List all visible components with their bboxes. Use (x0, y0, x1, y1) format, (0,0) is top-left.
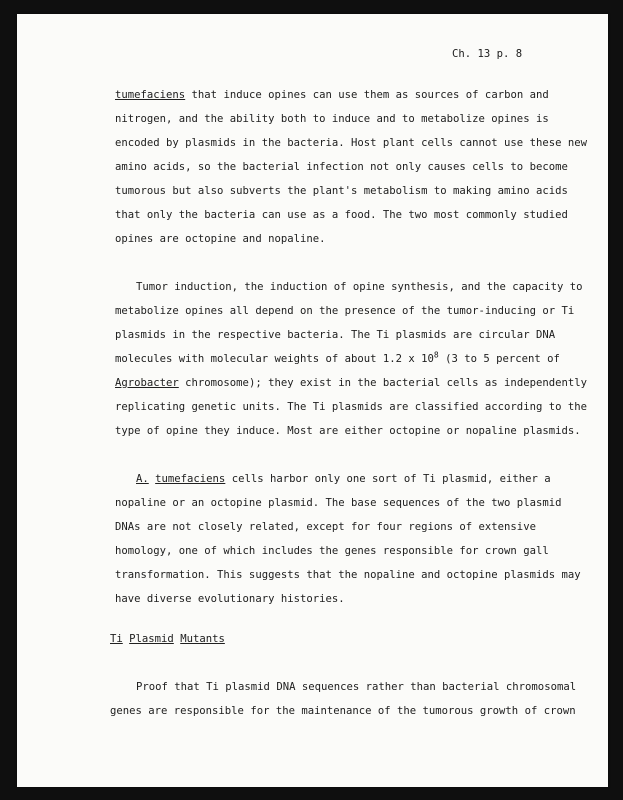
para4-line-1: Proof that Ti plasmid DNA sequences rather than bacterial chromosomal (136, 681, 577, 693)
species-term-epithet: tumefaciens (155, 473, 226, 485)
para2-line-5: Agrobacter chromosome); they exist in the bacterial cells as independently (115, 377, 587, 389)
para3-line-6: have diverse evolutionary histories. (115, 593, 345, 605)
para3-line-1: A. tumefaciens cells harbor only one sort of Ti plasmid, either a (136, 473, 551, 485)
para2-line-1: Tumor induction, the induction of opine synthesis, and the capacity to (136, 281, 583, 293)
para2-line-3: plasmids in the respective bacteria. The Ti plasmids are circular DNA (115, 329, 556, 341)
para1-line-7: opines are octopine and nopaline. (115, 233, 326, 245)
para3-line-5: transformation. This suggests that the nopaline and octopine plasmids may (115, 569, 581, 581)
genus-term: Agrobacter (115, 377, 179, 389)
para1-line-5: tumorous but also subverts the plant's metabolism to making amino acids (115, 185, 568, 197)
para1-line-4: amino acids, so the bacterial infection not only causes cells to become (115, 161, 568, 173)
para1-line-6: that only the bacteria can use as a food. The two most commonly studied (115, 209, 568, 221)
para1-line-1: tumefaciens that induce opines can use them as sources of carbon and (115, 89, 549, 101)
para2-line-4: molecules with molecular weights of about 1.2 x $10^8$ (3 to 5 percent of (115, 350, 560, 365)
para4-line-2: genes are responsible for the maintenance of the tumorous growth of crown (110, 705, 576, 717)
exponent: 8 (433, 350, 439, 360)
page-number-header: Ch. 13 p. 8 (452, 48, 523, 60)
para1-line-3: encoded by plasmids in the bacteria. Host plant cells cannot use these new (115, 137, 587, 149)
species-term-genus: A. (136, 473, 149, 485)
section-heading: Ti Plasmid Mutants (110, 633, 225, 645)
species-term: tumefaciens (115, 89, 186, 101)
para3-line-4: homology, one of which includes the genes responsible for crown gall (115, 545, 549, 557)
para2-line-7: type of opine they induce. Most are either octopine or nopaline plasmids. (115, 425, 581, 437)
para3-line-2: nopaline or an octopine plasmid. The base sequences of the two plasmid (115, 497, 562, 509)
para3-line-3: DNAs are not closely related, except for four regions of extensive (115, 521, 536, 533)
para2-line-6: replicating genetic units. The Ti plasmids are classified according to the (115, 401, 587, 413)
para1-line-2: nitrogen, and the ability both to induce and to metabolize opines is (115, 113, 549, 125)
para2-line-2: metabolize opines all depend on the presence of the tumor-inducing or Ti (115, 305, 575, 317)
